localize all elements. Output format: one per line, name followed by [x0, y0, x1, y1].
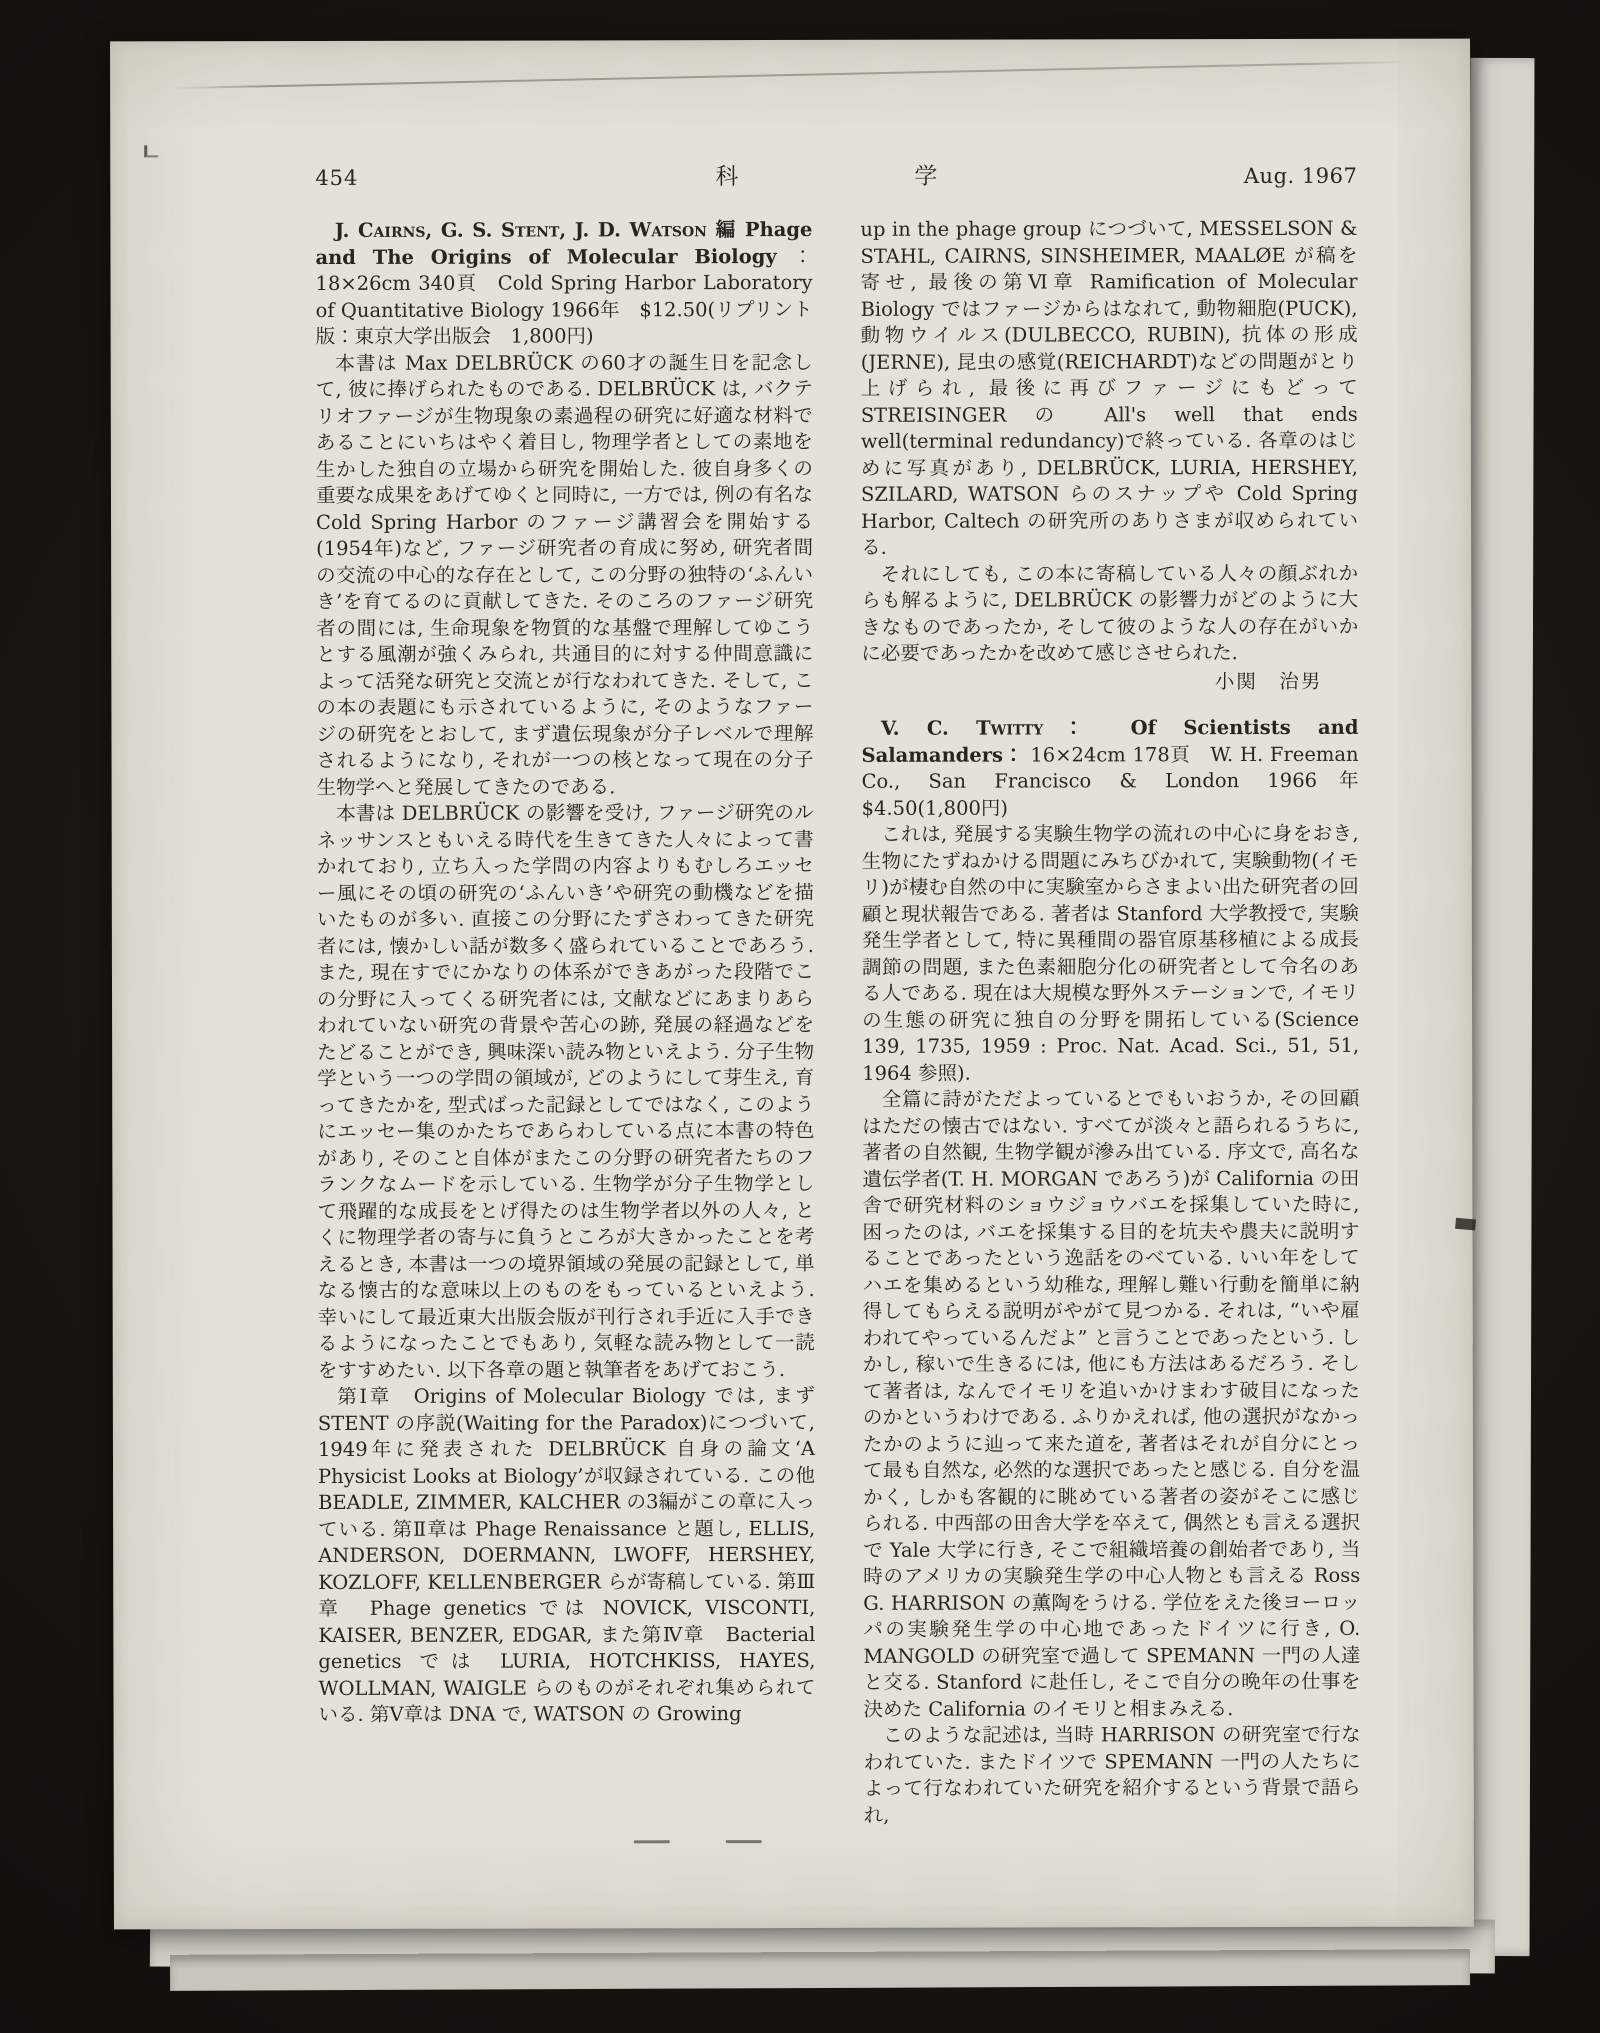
- review1-book-title: Phage and The Origins of Molecular Biology: [315, 217, 813, 269]
- right-column: [860, 216, 1379, 1829]
- page-crease-line: [172, 61, 1410, 89]
- left-column: [315, 217, 815, 1830]
- review2-book-title: Of Scientists and Salamanders：: [861, 715, 1359, 767]
- review2-publication-details: 16×24cm 178頁 W. H. Freeman Co., San Francisco & London 1966年 $4.50(1,800円): [861, 742, 1379, 820]
- review1-authors: J. Cairns, G. S. Stent, J. D. Watson 編: [334, 218, 737, 242]
- review-paragraph: これは, 発展する実験生物学の流れの中心に身をおき, 生物にたずねかける問題にみちびかれて, 実験動物(イモリ)が棲む自然の中に実験室からさまよい出た研究者の回顧と現状報告である. 著者は Stanford 大学教授で, 実験発生学者として, 特に異種間の器官原基移植による成長調節の問題, また色素細胞分化の研究者として令名のある人である. 現在は大規模な野外ステーションで, イモリの生態の研究に独自の分野を開拓している(Science 139, 1735, 1959 : Proc. Nat. Acad. Sci., 51, 51, 1964 参照).: [861, 821, 1360, 1085]
- journal-title-char-1: 科: [715, 164, 739, 191]
- page-header: [315, 157, 1357, 192]
- scan-artifact-edge-notch: [1455, 1218, 1476, 1231]
- journal-title-char-2: 学: [914, 163, 938, 190]
- review2-heading: [861, 715, 1379, 822]
- journal-page-sheet: [110, 39, 1474, 1930]
- footer-dash: [634, 1840, 670, 1843]
- review-paragraph: 全篇に詩がただよっているとでもいおうか, その回顧はただの懐古ではない. すべてが淡々と語られるうちに, 著者の自然観, 生物学観が滲み出ている. 序文で, 高名な遺伝学者(T. H. MORGAN であろう)が California の田舎で研究材料のショウジョウバエを採集していた時に, 困ったのは, バエを採集する目的を坑夫や農夫に説明することであったという逸話をのべている. いい年をしてハエを集めるという幼稚な, 理解し難い行動を簡単に納得してもらえる説明がやがて見つかる. それは, “いや雇われてやっているんだよ” と言うことであったという. しかし, 稼いで生きるには, 他にも方法はあるだろう. そして著者は, なんでイモリを追いかけまわす破目になったのかというわけである. ふりかえれば, 他の選択がなかったかのように辿って来た道を, 著者はそれが自分にとって最も自然な, 必然的な選択であったと感じる. 自分を温かく, しかも客観的に眺めている著者の姿がそこに感じられる. 中西部の田舎大学を卒えて, 偶然とも言える選択で Yale 大学に行き, そこで組織培養の創始者であり, 当時のアメリカの実験発生学の中心人物とも言える Ross G. HARRISON の薫陶をうける. 学位をえた後ヨーロッパの実験発生学の中心地であったドイツに行き, O. MANGOLD の研究室で過して SPEMANN 一門の人達と交る. Stanford に赴任し, そこで自分の晩年の仕事を決めた California のイモリと相まみえる.: [862, 1086, 1361, 1721]
- review1-heading: [315, 217, 812, 351]
- footer-marks: [634, 1840, 762, 1843]
- footer-dash: [726, 1840, 762, 1843]
- review-paragraph: このような記述は, 当時 HARRISON の研究室で行なわれていた. またドイツで SPEMANN 一門の人たちによって行なわれていた研究を紹介するという背景で語られ,: [863, 1722, 1361, 1827]
- issue-date: Aug. 1967: [1243, 163, 1358, 189]
- review-paragraph-continuation: up in the phage group につづいて, MESSELSON & STAHL, CAIRNS, SINSHEIMER, MAALØE が稿を寄せ, 最後の第Ⅵ章 Ramification of Molecular Biology ではファージからはなれて, 動物細胞(PUCK), 動物ウイルス(DULBECCO, RUBIN), 抗体の形成(JERNE), 昆虫の感覚(REICHARDT)などの問題がとり上げられ, 最後に再びファージにもどって STREISINGER の All's well that ends well(terminal redundancy)で終っている. 各章のはじめに写真があり, DELBRÜCK, LURIA, HERSHEY, SZILARD, WATSON らのスナップや Cold Spring Harbor, Caltech の研究所のありさまが収められている.: [860, 216, 1359, 559]
- review2-authors: V. C. Twitty：: [880, 716, 1104, 740]
- review-paragraph: 本書は DELBRÜCK の影響を受け, ファージ研究のルネッサンスともいえる時代を生きてきた人々によって書かれており, 立ち入った学問の内容よりもむしろエッセー風にその頃の研究の‘ふんいき’や研究の動機などを描いたものが多い. 直接この分野にたずさわってきた研究者には, 懐かしい話が数多く盛られていることであろう. また, 現在すでにかなりの体系ができあがった段階でこの分野に入ってくる研究者には, 文献などにあまりあらわれていない研究の背景や苦心の跡, 発展の経過などをたどることができ, 興味深い読み物といえよう. 分子生物学という一つの学問の領域が, どのようにして芽生え, 育ってきたかを, 型式ばった記録としてではなく, このようにエッセー集のかたちであらわしている点に本書の特色があり, そのこと自体がまたこの分野の研究者たちのフランクなムードを示している. 生物学が分子生物学として飛躍的な成長をとげ得たのは生物学者以外の人々, とくに物理学者の寄与に負うところが大きかったことを考えるとき, 本書は一つの境界領域の発展の記録として, 単なる懐古的な意味以上のものをもっているといえよう. 幸いにして最近東大出版会版が刊行され手近に入手できるようになったことでもあり, 気軽な読み物として一読をすすめたい. 以下各章の題と執筆者をあげておこう.: [316, 800, 815, 1382]
- underlying-page-edge-right: [1466, 58, 1535, 1956]
- review-paragraph: 本書は Max DELBRÜCK の60才の誕生日を記念して, 彼に捧げられたものである. DELBRÜCK は, バクテリオファージが生物現象の素過程の研究に好適な材料であることにいちはやく着目し, 物理学者としての素地を生かした独自の立場から研究を開始した. 彼自身多くの重要な成果をあげてゆくと同時に, 一方では, 例の有名な Cold Spring Harbor のファージ講習会を開始する(1954年)など, ファージ研究者の育成に努め, 研究者間の交流の中心的な存在として, この分野の独特の‘ふんいき’を育てるのに貢献してきた. そのころのファージ研究者の間には, 生命現象を物質的な基盤で理解してゆこうとする風潮が強くみられ, 共通目的に対する仲間意識によって活発な研究と交流とが行なわれてきた. そして, この本の表題にも示されているように, そのようなファージの研究をとおして, まず遺伝現象が分子レベルで理解されるようになり, それが一つの核となって現在の分子生物学へと発展してきたのである.: [315, 350, 814, 799]
- review-paragraph: それにしても, この本に寄稿している人々の顔ぶれからも解るように, DELBRÜCK の影響力がどのように大きなものであったか, そして彼のような人の存在がいかに必要であったかを改めて感じさせられた.: [861, 561, 1359, 665]
- journal-title: [445, 157, 1207, 192]
- reviewer-signature: 小関 治男: [1214, 669, 1323, 693]
- review1-publication-details: ：18×26cm 340頁 Cold Spring Harbor Laboratory of Quantitative Biology 1966年 $12.50(リプリント版：東京大学出版会 1,800円): [315, 244, 813, 348]
- two-column-text: [315, 216, 1379, 1830]
- review-paragraph: 第Ⅰ章 Origins of Molecular Biology では, まず STENT の序説(Waiting for the Paradox)につづいて, 1949年に発表された DELBRÜCK 自身の論文‘A Physicist Looks at Biology’が収録されている. この他 BEADLE, ZIMMER, KALCHER の3編がこの章に入っている. 第Ⅱ章は Phage Renaissance と題し, ELLIS, ANDERSON, DOERMANN, LWOFF, HERSHEY, KOZLOFF, KELLENBERGER らが寄稿している. 第Ⅲ章 Phage genetics では NOVICK, VISCONTI, KAISER, BENZER, EDGAR, また第Ⅳ章 Bacterial genetics では LURIA, HOTCHKISS, HAYES, WOLLMAN, WAIGLE らのものがそれぞれ集められている. 第Ⅴ章は DNA で, WATSON の Growing: [317, 1383, 816, 1726]
- page-number: 454: [315, 165, 359, 190]
- scan-artifact-corner-mark: [144, 145, 158, 157]
- underlying-page-edge-bottom-2: [170, 1949, 1470, 1991]
- page-content: [315, 157, 1379, 1830]
